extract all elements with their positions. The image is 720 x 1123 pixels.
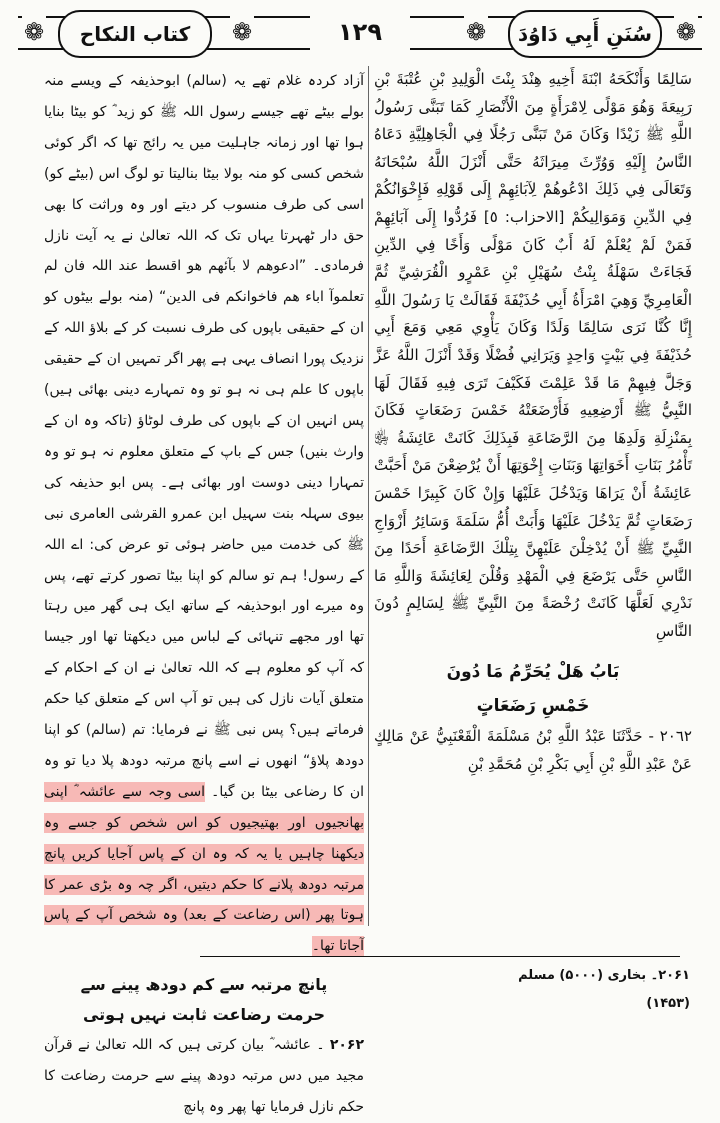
ornament-icon: ❁ <box>24 18 45 46</box>
column-divider <box>368 66 369 926</box>
arabic-hadith-number: ٢٠٦٢ <box>659 727 692 746</box>
urdu-chapter-heading <box>44 970 364 1030</box>
ornament-icon: ❁ <box>232 18 253 46</box>
ornament-icon: ❁ <box>675 18 696 46</box>
urdu-hadith: ۲۰۶۲ ۔ عائشہ ؓ بیان کرتی ہیں کہ اللہ تعالیٰ نے قرآن مجید میں دس مرتبہ دودھ پینے سے حرمت رضاعت کا حکم نازل فرمایا تھا پھر وہ پانچ <box>44 1037 364 1116</box>
arabic-paragraph: سَالِمًا وَأَنْكَحَهُ ابْنَةَ أَخِيهِ هِنْدَ بِنْتَ الْوَلِيدِ بْنِ عُتْبَةَ بْنِ رَبِيعَةَ وَهُوَ مَوْلًى لِامْرَأَةٍ مِنَ الْأَنْصَارِ كَمَا تَبَنَّى رَسُولُ اللَّهِ ﷺ زَيْدًا وَكَانَ مَنْ تَبَنَّى رَجُلًا فِي الْجَاهِلِيَّةِ دَعَاهُ النَّاسُ إِلَيْهِ وَوُرِّثَ مِيرَاثَهُ حَتَّى أَنْزَلَ اللَّهُ سُبْحَانَهُ وَتَعَالَى فِي ذَلِكَ ادْعُوهُمْ لِآبَائِهِمْ إِلَى قَوْلِهِ فَإِخْوَانُكُمْ فِي الدِّينِ وَمَوَالِيكُمْ [الاحزاب: ٥] فَرُدُّوا إِلَى آبَائِهِمْ فَمَنْ لَمْ يُعْلَمْ لَهُ أَبٌ كَانَ مَوْلًى وَأَخًا فِي الدِّينِ فَجَاءَتْ سَهْلَةُ بِنْتُ سُهَيْلِ بْنِ عَمْرٍو الْقُرَشِيِّ ثُمَّ الْعَامِرِيِّ وَهِيَ امْرَأَةُ أَبِي حُذَيْفَةَ فَقَالَتْ يَا رَسُولَ اللَّهِ إِنَّا كُنَّا نَرَى سَالِمًا وَلَدًا وَكَانَ يَأْوِي مَعِي وَمَعَ أَبِي حُذَيْفَةَ فِي بَيْتٍ وَاحِدٍ وَيَرَانِي فُضْلًا وَقَدْ أَنْزَلَ اللَّهُ عَزَّ وَجَلَّ فِيهِمْ مَا قَدْ عَلِمْتَ فَكَيْفَ تَرَى فِيهِ فَقَالَ لَهَا النَّبِيُّ ﷺ أَرْضِعِيهِ فَأَرْضَعَتْهُ خَمْسَ رَضَعَاتٍ فَكَانَ بِمَنْزِلَةِ وَلَدِهَا مِنَ الرَّضَاعَةِ فَبِذَلِكَ كَانَتْ عَائِشَةُ ﵂ تَأْمُرُ بَنَاتِ أَخَوَاتِهَا وَبَنَاتِ إِخْوَتِهَا أَنْ يُرْضِعْنَ مَنْ أَحَبَّتْ عَائِشَةُ أَنْ يَرَاهَا وَيَدْخُلَ عَلَيْهَا وَإِنْ كَانَ كَبِيرًا خَمْسَ رَضَعَاتٍ ثُمَّ يَدْخُلَ عَلَيْهَا وَأَبَتْ أُمُّ سَلَمَةَ وَسَائِرُ أَزْوَاجِ النَّبِيِّ ﷺ أَنْ يُدْخِلْنَ عَلَيْهِنَّ بِتِلْكَ الرَّضَاعَةِ أَحَدًا مِنَ النَّاسِ حَتَّى يَرْضَعَ فِي الْمَهْدِ وَقُلْنَ لِعَائِشَةَ وَاللَّهِ مَا نَدْرِي لَعَلَّهَا كَانَتْ رُخْصَةً مِنَ النَّبِيِّ ﷺ لِسَالِمٍ دُونَ النَّاسِ <box>374 70 692 640</box>
urdu-translation: آزاد کردہ غلام تھے یہ (سالم) ابوحذیفہ کے ویسے منہ بولے بیٹے تھے جیسے رسول اللہ ﷺ کو زید ؓ کو بیٹا بنایا ہوا تھا اور زمانہ جاہلیت میں یہ رائج تھا کہ اگر کوئی شخص کسی کو منہ بولا بیٹا بنالیتا تو لوگ اس (بیٹے کو) اسی کی طرف منسوب کر دیتے اور وہ وراثت کا بھی حق دار ٹھہرتا یہاں تک کہ اللہ تعالیٰ نے یہ آیت نازل فرمادی۔ ”ادعوھم لا بآئھم ھو اقسط عند اللہ فان لم تعلموآ اباء ھم فاخوانکم فی الدین“ (منہ بولے بیٹوں کو ان کے حقیقی باپوں کی طرف نسبت کر کے بلاؤ اللہ کے نزدیک پورا انصاف یہی ہے پھر اگر تمہیں ان کے حقیقی باپوں کا علم ہی نہ ہو تو وہ تمہارے دینی بھائی ہیں) پس انہیں ان کے باپوں کی طرف لوٹاؤ (تاکہ وہ ان کے وارث بنیں) جس کے باپ کے متعلق معلوم نہ ہو تو وہ تمہارا دینی دوست اور بھائی ہے۔ پس ابو حذیفہ کی بیوی سہلہ بنت سہیل ابن عمرو القرشی العامری نبی ﷺ کی خدمت میں حاضر ہوئی تو عرض کی: اے اللہ کے رسول! ہم تو سالم کو اپنا بیٹا تصور کرتے تھے، پس وہ میرے اور ابوحذیفہ کے ساتھ ایک ہی گھر میں رہتا تھا اور مجھے تنہائی کے لباس میں دیکھتا تھا اور جیسا کہ آپ کو معلوم ہے کہ اللہ تعالیٰ نے ان کے احکام کے متعلق آیات نازل کی ہیں تو آپ اس کے متعلق کیا حکم فرماتے ہیں؟ پس نبی ﷺ نے فرمایا: تم (سالم) کو اپنا دودھ پلاؤ“ انھوں نے اسے پانچ مرتبہ دودھ پلا دیا تو وہ ان کا رضاعی بیٹا بن گیا۔ <box>44 73 364 800</box>
chapter-name: کتاب النکاح <box>58 10 212 58</box>
arabic-hadith-text: حَدَّثَنَا عَبْدُ اللَّهِ بْنُ مَسْلَمَةَ الْقَعْنَبِيُّ عَنْ مَالِكٍ عَنْ عَبْدِ اللَّهِ بْنِ أَبِي بَكْرِ بْنِ مُحَمَّدِ بْنِ <box>374 727 692 774</box>
page-header <box>18 10 702 54</box>
highlighted-passage: اسی وجہ سے عائشہ ؓ اپنی بھانجیوں اور بھتیجیوں کو اس شخص کو جسے وہ دیکھنا چاہیں یا یہ کہ وہ ان کے پاس آجایا کریں پانچ مرتبہ دودھ پلانے کا حکم دیتیں، اگر چہ وہ بڑی عمر کا ہوتا پھر (اس رضاعت کے بعد) وہ شخص آپ کے پاس آجاتا تھا۔ <box>44 783 364 955</box>
book-title: سُنَنِ أَبِي دَاوُدَ <box>508 10 662 58</box>
arabic-chapter-heading <box>374 655 692 723</box>
ornament-icon: ❁ <box>466 18 487 46</box>
urdu-hadith-number: ۲۰۶۲ <box>329 1037 364 1054</box>
urdu-heading-line-1: پانچ مرتبہ سے کم دودھ پینے سے <box>80 975 328 995</box>
arabic-chapter-heading-line-1: بَابُ هَلْ يُحَرِّمُ مَا دُونَ <box>446 662 620 683</box>
urdu-hadith-text: عائشہ ؓ بیان کرتی ہیں کہ اللہ تعالیٰ نے قرآن مجید میں دس مرتبہ دودھ پینے سے حرمت رضاعت کا حکم نازل فرمایا تھا پھر وہ پانچ <box>44 1037 364 1116</box>
arabic-column <box>374 66 692 779</box>
arabic-chapter-heading-line-2: خَمْسِ رَضَعَاتٍ <box>476 696 590 717</box>
page-number: ۱۲۹ <box>310 14 410 50</box>
footnote-rule <box>200 956 680 957</box>
footnote: ۲۰۶۱۔ بخاری (۵۰۰۰) مسلم (۱۴۵۳) <box>518 968 690 1011</box>
urdu-column <box>44 66 364 1123</box>
arabic-hadith: ٢٠٦٢ - حَدَّثَنَا عَبْدُ اللَّهِ بْنُ مَسْلَمَةَ الْقَعْنَبِيُّ عَنْ مَالِكٍ عَنْ عَبْدِ اللَّهِ بْنِ أَبِي بَكْرِ بْنِ مُحَمَّدِ بْنِ <box>374 727 692 774</box>
urdu-paragraph <box>44 66 364 962</box>
urdu-heading-line-2: حرمت رضاعت ثابت نہیں ہوتی <box>82 1005 326 1025</box>
